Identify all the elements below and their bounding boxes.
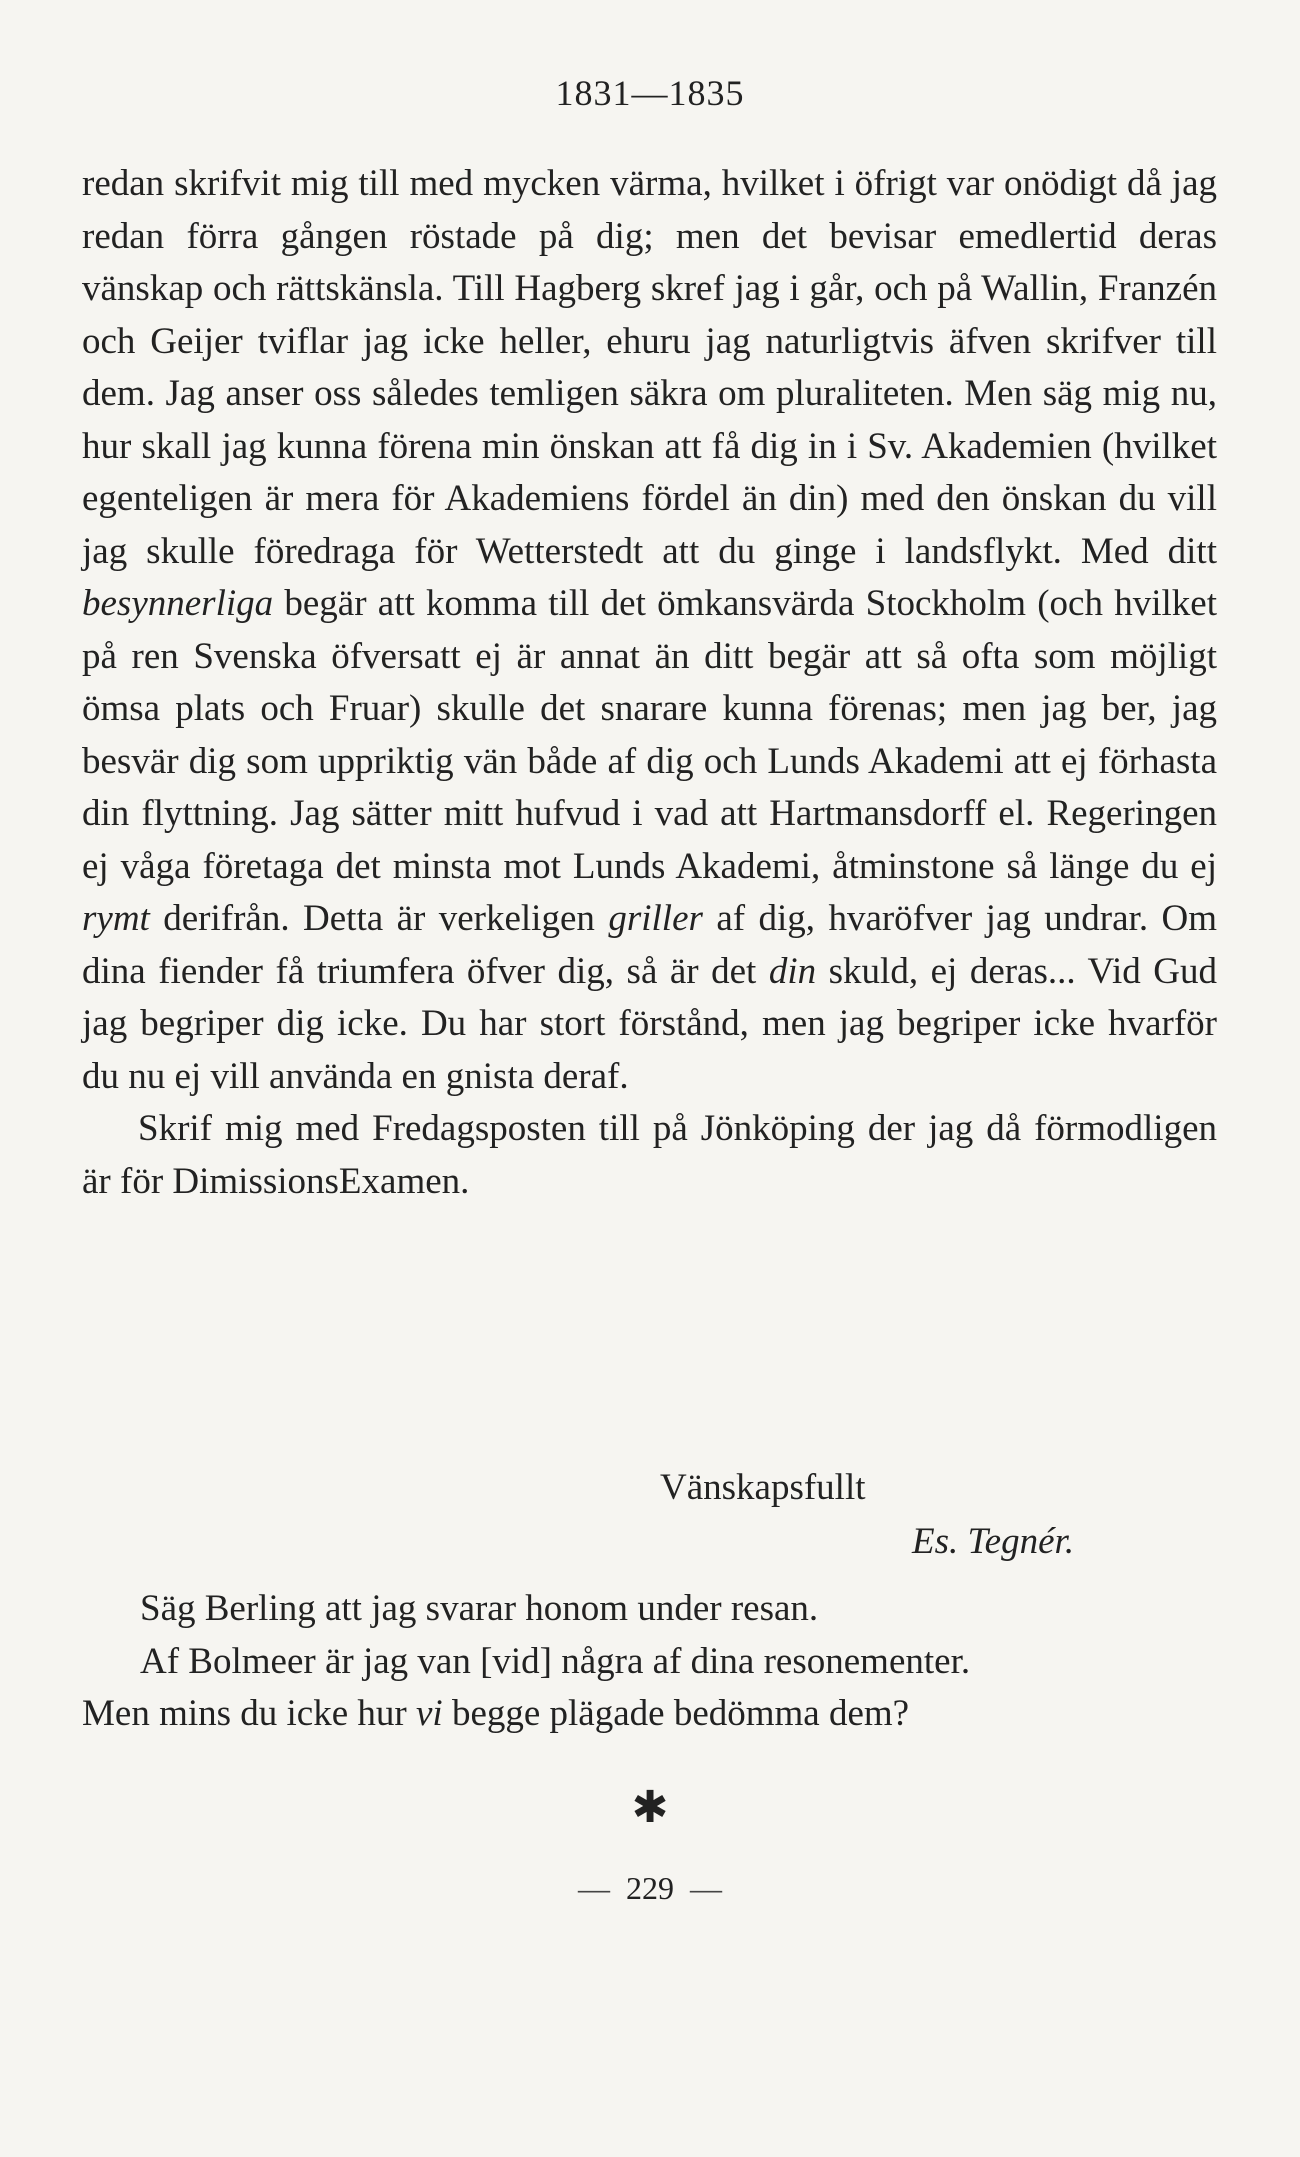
postscript-line-1: Säg Berling att jag svarar honom under resan. — [140, 1588, 819, 1629]
paragraph-1-text-c: derifrån. Detta är verkeligen — [149, 898, 609, 939]
paragraph-1-text-d: af dig, hvaröfver jag undrar. Om dina fiender få triumfera öfver dig, så är det — [82, 898, 1218, 992]
italic-word-rymt: rymt — [82, 898, 150, 939]
postscript-line-3 — [82, 1688, 1217, 1741]
closing-salutation: Vänskapsfullt — [660, 1467, 866, 1508]
page-number-dash-left: — — [578, 1870, 610, 1906]
italic-word-din: din — [768, 950, 817, 992]
postscript-line-2: Af Bolmeer är jag van [vid] några af dina resonementer. — [140, 1640, 971, 1682]
signature: Es. Tegnér. — [912, 1521, 1075, 1562]
page-number-dash-right: — — [690, 1870, 722, 1906]
italic-word-griller: griller — [608, 898, 703, 939]
page-number: 229 — [626, 1870, 674, 1906]
page-number-footer — [0, 1870, 1300, 1907]
asterisk-ornament-icon: ✱ — [631, 1782, 669, 1833]
postscript — [82, 1583, 1217, 1741]
letter-body — [82, 158, 1217, 1208]
running-head: 1831—1835 — [555, 73, 745, 113]
paragraph-1-text-a: redan skrifvit mig till med mycken värma, hvilket i öfrigt var onödigt då jag redan förra gången röstade på dig; men det bevisar emedlertid deras vänskap och rättskänsla. Till Hagberg skref jag i går, och på Wallin, Franzén och Geijer tviflar jag icke heller, ehuru jag naturligtvis äfven skrifver till dem. Jag anser oss således temligen säkra om pluraliteten. Men säg mig nu, hur skall jag kunna förena min önskan att få dig in i Sv. Akademien (hvilket egenteligen är mera för Akademiens fördel än din) med den önskan du vill jag skulle föredraga för Wetterstedt att du ginge i landsflykt. Med ditt — [82, 163, 1217, 572]
paragraph-2: Skrif mig med Fredagsposten till på Jönköping der jag då förmodligen är för DimissionsExamen. — [82, 1108, 1217, 1202]
postscript-line-3-text-a: Men mins du icke hur — [82, 1693, 416, 1734]
paragraph-1 — [82, 158, 1217, 1103]
italic-word-besynnerliga: besynnerliga — [82, 583, 274, 624]
paragraph-1-text-e: skuld, ej deras... Vid Gud jag begriper dig icke. Du har stort förstånd, men jag begriper icke hvarför du nu ej vill använda en gnista deraf. — [82, 950, 1217, 1097]
paragraph-1-text-b: begär att komma till det ömkansvärda Stockholm (och hvilket på ren Svenska öfversatt ej är annat än ditt begär att så ofta som möjligt ömsa plats och Fruar) skulle det snarare kunna förenas; men jag ber, jag besvär dig som uppriktig vän både af dig och Lunds Akademi att ej förhasta din flyttning. Jag sätter mitt hufvud i vad att Hartmansdorff el. Regeringen ej våga företaga det minsta mot Lunds Akademi, åtminstone så länge du ej — [82, 583, 1217, 887]
postscript-line-3-text-b: begge plägade bedömma dem? — [442, 1693, 910, 1734]
italic-word-vi: vi — [415, 1693, 443, 1734]
